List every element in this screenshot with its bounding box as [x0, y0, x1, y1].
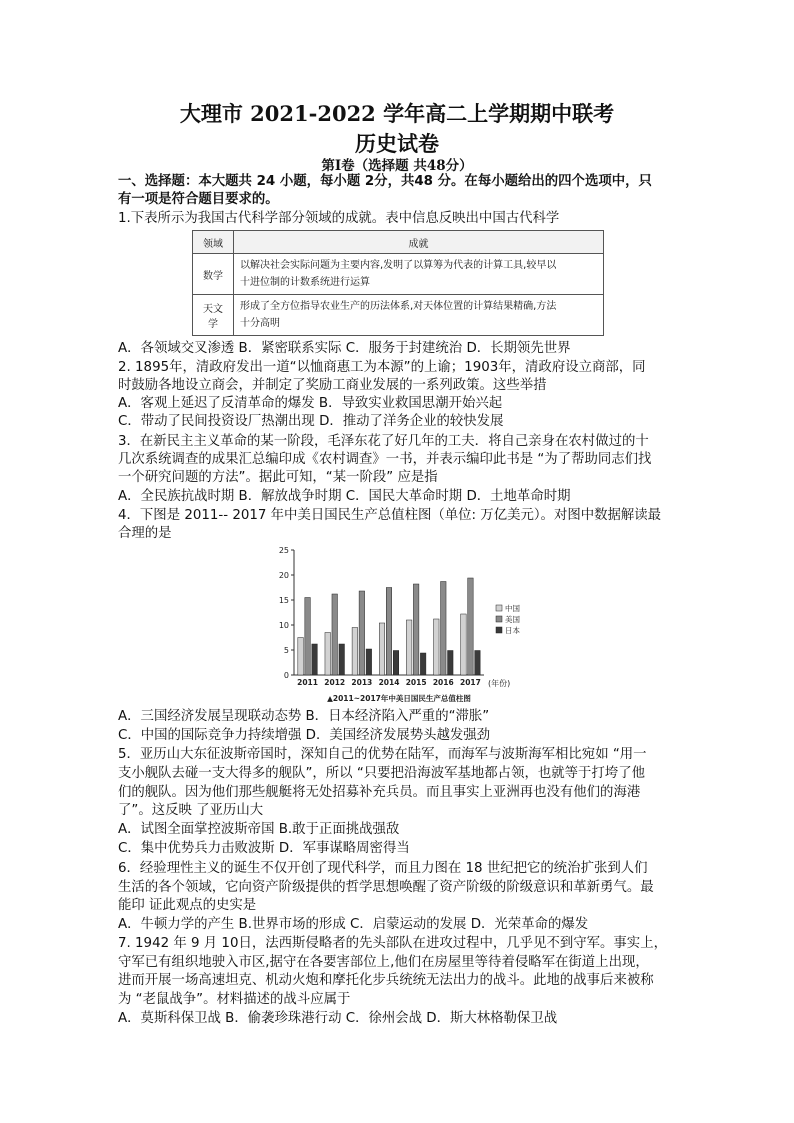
- bar: [339, 644, 345, 675]
- table-cell-line: 十分高明: [240, 318, 280, 329]
- q7-option-line: A．莫斯科保卫战 B．偷袭珍珠港行动 C．徐州会战 D．斯大林格勒保卫战: [118, 1011, 558, 1026]
- q4-option-line: A．三国经济发展呈现联动态势 B．日本经济陷入严重的“滞胀”: [118, 709, 490, 724]
- y-tick-label: 5: [283, 646, 289, 655]
- q6-line: 能印 证此观点的史实是: [118, 898, 257, 913]
- q6-option-line: A．牛顿力学的产生 B.世界市场的形成 C．启蒙运动的发展 D．光荣革命的爆发: [118, 917, 589, 932]
- exam-subtitle: 历史试卷: [355, 131, 439, 156]
- q2-option-line: A．客观上延迟了反清革命的爆发 B．导致实业救国思潮开始兴起: [118, 396, 503, 411]
- exam-title: 大理市 2021-2022 学年高二上学期期中联考: [179, 101, 615, 126]
- x-tick-label: 2016: [432, 678, 454, 687]
- q6-line: 生活的各个领域，它向资产阶级提供的哲学思想唤醒了资产阶级的阶级意识和革新勇气。最: [118, 880, 654, 895]
- legend-swatch: [496, 616, 502, 622]
- gdp-bar-chart: [258, 542, 548, 707]
- table-row: [193, 254, 604, 295]
- x-tick-label: 2017: [459, 678, 481, 687]
- bar: [379, 623, 385, 675]
- table-row: [193, 295, 604, 336]
- bar: [441, 582, 447, 676]
- legend-label: 中国: [505, 604, 520, 613]
- q3-line: 3．在新民主主义革命的某一阶段，毛泽东花了好几年的工夫．将自己亲身在农村做过的十: [118, 434, 649, 449]
- x-tick-label: 2014: [378, 678, 400, 687]
- bar: [420, 653, 426, 675]
- q1-options: A．各领域交叉渗透 B．紧密联系实际 C．服务于封建统治 D．长期领先世界: [118, 341, 571, 356]
- legend-swatch: [496, 605, 502, 611]
- table-cell-achievement: [234, 295, 604, 336]
- x-axis-label: (年份): [488, 679, 511, 688]
- bar: [305, 598, 311, 676]
- legend-swatch: [496, 627, 502, 633]
- x-tick-label: 2013: [351, 678, 373, 687]
- bar: [406, 620, 412, 675]
- table-header-field: 领域: [193, 231, 234, 254]
- table-cell-line: 十进位制的计数系统进行运算: [240, 277, 370, 288]
- q7-line: 为 “老鼠战争”。材料描述的战斗应属于: [118, 992, 351, 1007]
- q3-line: 几次系统调查的成果汇总编印成《农村调查》一书，并表示编印此书是 “为了帮助同志们找: [118, 452, 652, 467]
- table-header-row: [193, 231, 604, 254]
- y-tick-label: 15: [278, 596, 289, 605]
- y-tick-label: 0: [283, 671, 289, 680]
- table-cell-achievement: [234, 254, 604, 295]
- bar: [366, 649, 372, 675]
- table-cell-field: 天文学: [193, 295, 234, 336]
- legend-label: 美国: [505, 615, 520, 624]
- bar: [386, 588, 392, 676]
- q7-line: 守军已有组织地驶入市区,据守在各要害部位上,他们在房屋里等待着侵略军在街道上出现，: [118, 955, 649, 970]
- q4-option-line: C．中国的国际竞争力持续增强 D．美国经济发展势头越发强劲: [118, 728, 491, 743]
- q2-line: 2. 1895年，清政府发出一道“以恤商惠工为本源”的上谕；1903年，清政府设立商部，同: [118, 360, 646, 375]
- q5-line: 5．亚历山大东征波斯帝国时，深知自己的优势在陆军，而海军与波斯海军相比宛如 “用一: [118, 747, 647, 762]
- bar: [325, 633, 331, 676]
- x-tick-label: 2012: [324, 678, 346, 687]
- y-tick-label: 25: [278, 546, 289, 555]
- bar: [448, 651, 454, 676]
- instructions-line-1: 一、选择题：本大题共 24 小题，每小题 2分，共48 分。在每小题给出的四个选项中，只: [118, 174, 652, 189]
- legend-label: 日本: [505, 626, 520, 635]
- q5-line: 了”。这反映 了亚历山大: [118, 803, 264, 818]
- bar: [312, 644, 318, 675]
- table-cell-line: 以解决社会实际问题为主要内容,发明了以算筹为代表的计算工具,较早以: [240, 260, 557, 271]
- q4-line: 合理的是: [118, 526, 172, 541]
- bar: [475, 651, 481, 676]
- x-tick-label: 2015: [405, 678, 427, 687]
- q5-line: 支小舰队去碰一支大得多的舰队”，所以 “只要把沿海波军基地都占领，也就等于打垮了他: [118, 766, 645, 781]
- bar: [461, 614, 467, 675]
- q2-line: 时鼓励各地设立商会，并制定了奖励工商业发展的一系列政策。这些举措: [118, 378, 547, 393]
- y-tick-label: 10: [278, 621, 289, 630]
- table-cell-field: 数学: [193, 254, 234, 295]
- q5-option-line: C．集中优势兵力击败波斯 D．军事谋略周密得当: [118, 841, 410, 856]
- x-tick-label: 2011: [297, 678, 319, 687]
- instructions-line-2: 有一项是符合题目要求的。: [118, 192, 279, 207]
- q3-option-line: A．全民族抗战时期 B．解放战争时期 C．国民大革命时期 D．土地革命时期: [118, 489, 571, 504]
- bar: [413, 584, 419, 675]
- bar: [359, 591, 365, 675]
- y-tick-label: 20: [278, 571, 289, 580]
- bar: [434, 619, 440, 675]
- bar: [332, 594, 338, 675]
- bar: [298, 638, 304, 676]
- table-header-achievement: 成就: [234, 231, 604, 254]
- q2-option-line: C．带动了民间投资设厂热潮出现 D．推动了洋务企业的较快发展: [118, 414, 504, 429]
- section-heading: 第Ⅰ卷（选择题 共48分）: [321, 158, 473, 174]
- chart-title: ▲2011~2017年中美日国民生产总值柱图: [327, 694, 471, 703]
- q6-line: 6．经验理性主义的诞生不仅开创了现代科学，而且力图在 18 世纪把它的统治扩张到人们: [118, 861, 648, 876]
- bar: [468, 578, 474, 675]
- q4-line: 4．下图是 2011-- 2017 年中美日国民生产总值柱图（单位: 万亿美元）。对图中数据解读最: [118, 508, 662, 523]
- q7-line: 7. 1942 年 9 月 10日，法西斯侵略者的先头部队在进攻过程中，几乎见不到守军。事实上，: [118, 936, 667, 951]
- bar: [393, 651, 399, 676]
- q5-option-line: A．试图全面掌控波斯帝国 B.敢于正面挑战强敌: [118, 822, 400, 837]
- achievements-table: [192, 230, 604, 336]
- bar: [352, 628, 358, 676]
- table-cell-line: 形成了全方位指导农业生产的历法体系,对天体位置的计算结果精确,方法: [240, 301, 557, 312]
- q5-line: 们的舰队。因为他们那些舰艇将无处招募补充兵员。而且事实上亚洲再也没有他们的海港: [118, 785, 641, 800]
- q3-line: 一个研究问题的方法”。据此可知，“某一阶段” 应是指: [118, 470, 438, 485]
- q1-stem: 1.下表所示为我国古代科学部分领域的成就。表中信息反映出中国古代科学: [118, 211, 560, 226]
- q7-line: 进而开展一场高速坦克、机动火炮和摩托化步兵统统无法出力的战斗。此地的战事后来被称: [118, 973, 654, 988]
